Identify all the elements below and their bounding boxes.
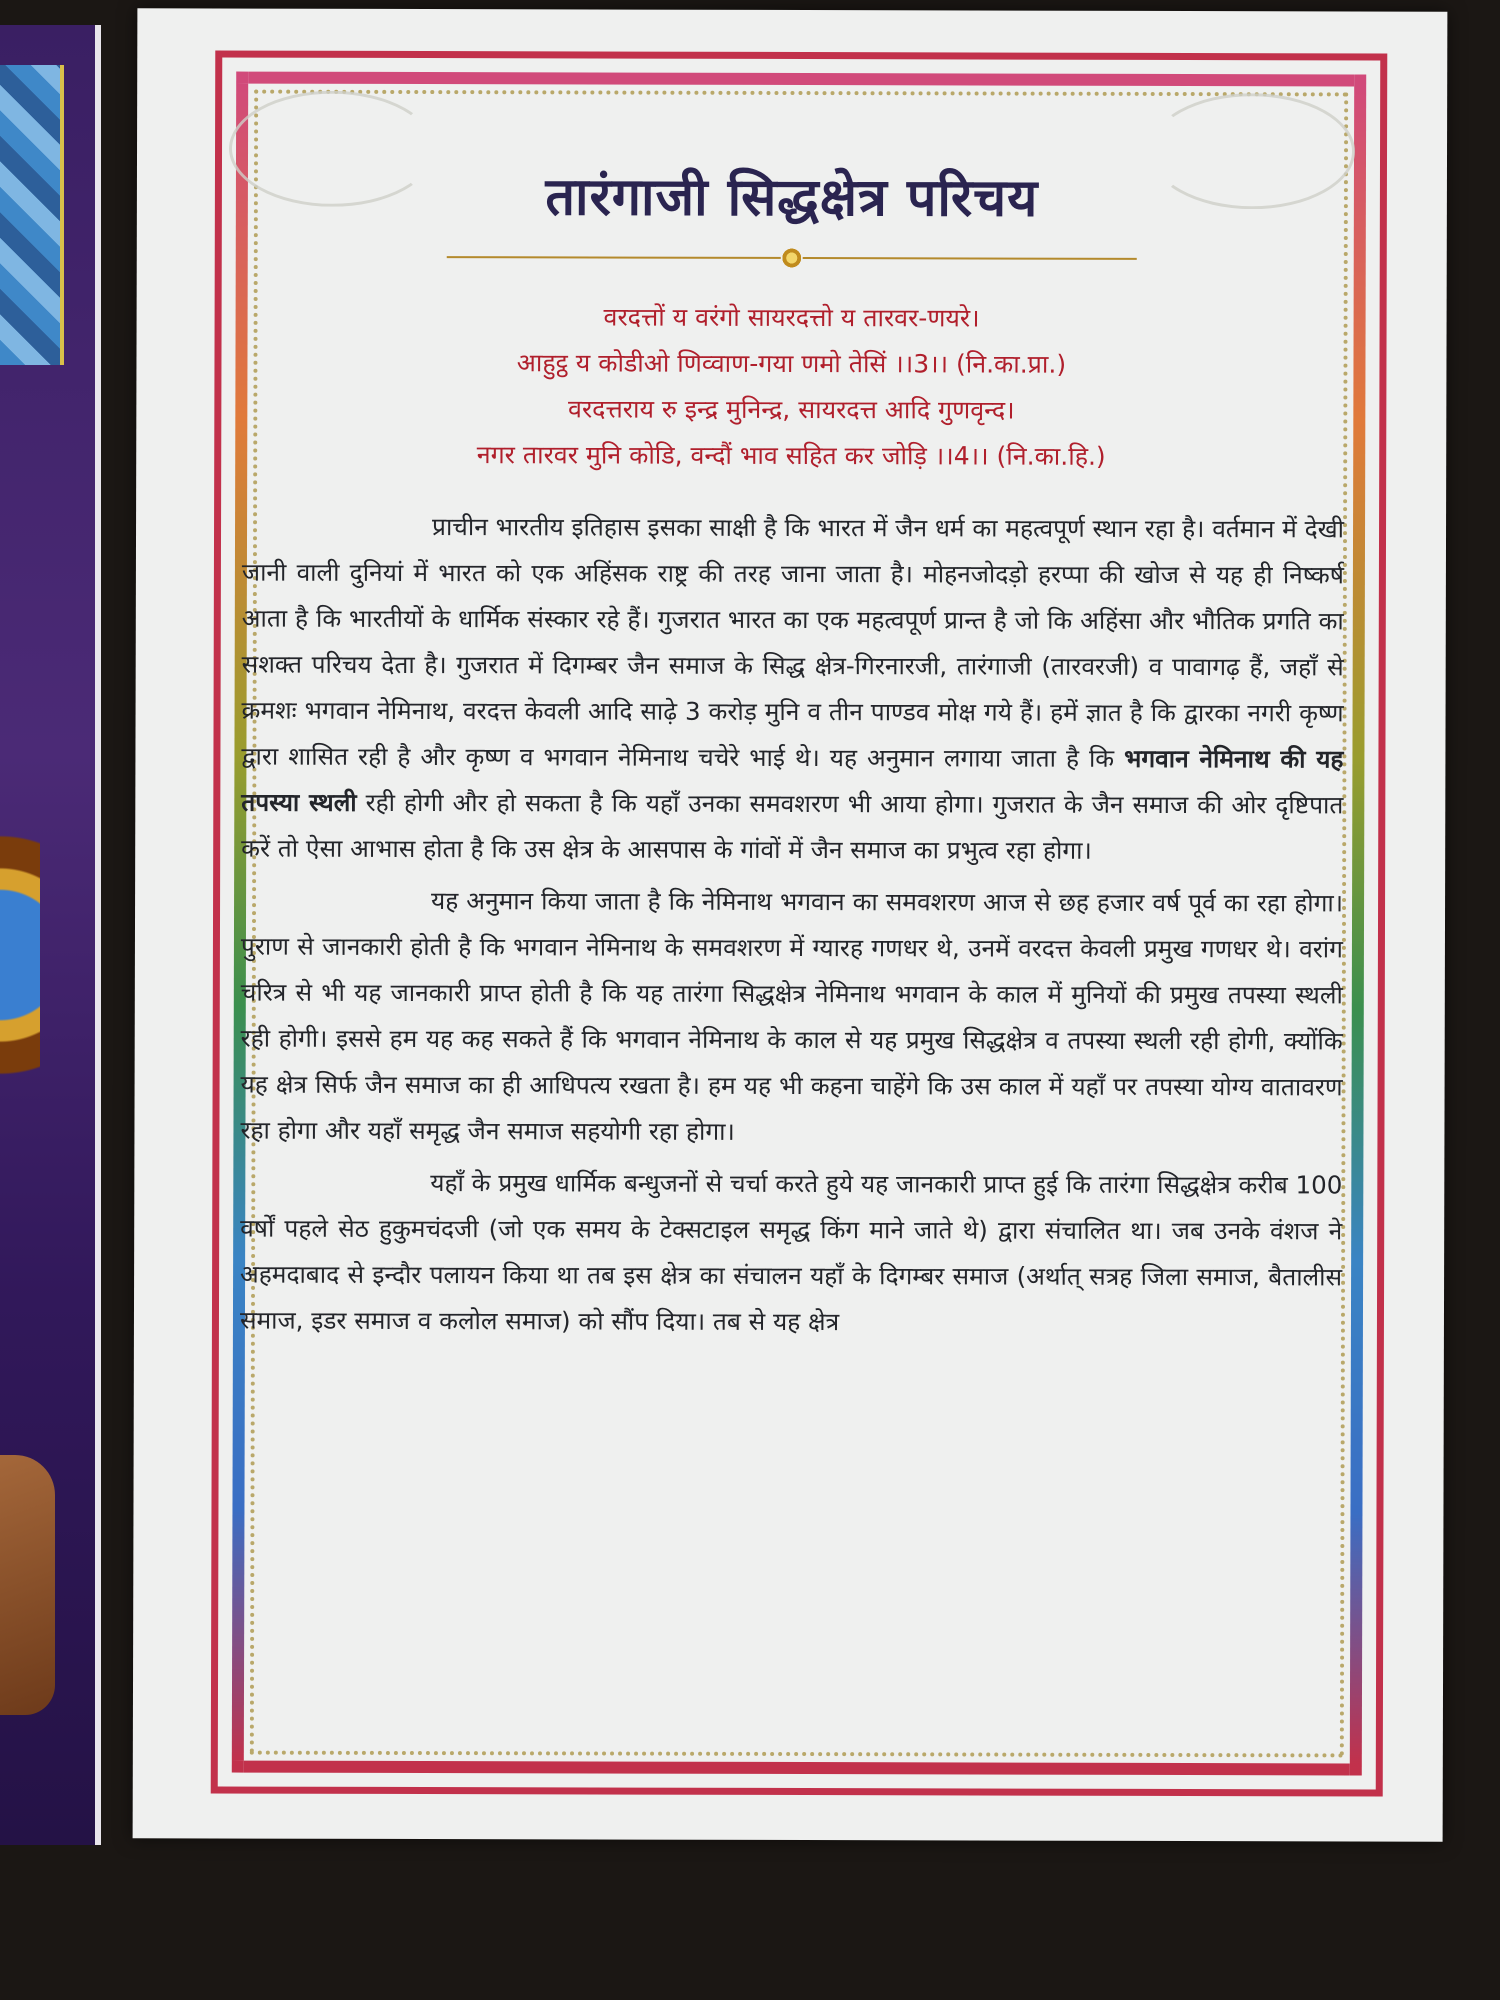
body-text bbox=[240, 504, 1344, 1347]
paragraph-1-text-a: प्राचीन भारतीय इतिहास इसका साक्षी है कि भारत में जैन धर्म का महत्वपूर्ण स्थान रहा है। वर्तमान में देखी जानी वाली दुनियां में भारत को एक अहिंसक राष्ट्र की तरह जाना जाता है। मोहनजोदड़ो हरप्पा की खोज से यह ही निष्कर्ष आता है कि भारतीयों के धार्मिक संस्कार रहे हैं। गुजरात भारत का एक महत्वपूर्ण प्रान्त है जो कि अहिंसा और भौतिक प्रगति का सशक्त परिचय देता है। गुजरात में दिगम्बर जैन समाज के सिद्ध क्षेत्र-गिरनारजी, तारंगाजी (तारवरजी) व पावागढ़ हैं, जहाँ से क्रमशः भगवान नेमिनाथ, वरदत्त केवली आदि साढ़े 3 करोड़ मुनि व तीन पाण्डव मोक्ष गये हैं। हमें ज्ञात है कि द्वारका नगरी कृष्ण द्वारा शासित रही है और कृष्ण व भगवान नेमिनाथ चचेरे भाई थे। यह अनुमान लगाया जाता है कि bbox=[241, 512, 1345, 773]
verse-block bbox=[228, 294, 1354, 481]
paragraph-1-bold-phrase: भगवान नेमिनाथ की यह तपस्या स्थली bbox=[241, 743, 1344, 817]
paragraph-1 bbox=[241, 504, 1344, 875]
paragraph-1-text-b: रही होगी और हो सकता है कि यहाँ उनका समवशरण भी आया होगा। गुजरात के जैन समाज की ओर दृष्टिपात करें तो ऐसा आभास होता है कि उस क्षेत्र के आसपास के गांवों में जैन समाज का प्रभुत्व रहा होगा। bbox=[241, 787, 1344, 865]
floral-flourish-left-icon bbox=[229, 91, 435, 208]
magazine-figure-image bbox=[0, 1455, 55, 1715]
verse-line-3: वरदत्तराय रु इन्द्र मुनिन्द्र, सायरदत्त आदि गुणवृन्द। bbox=[568, 394, 1015, 425]
paragraph-3: यहाँ के प्रमुख धार्मिक बन्धुजनों से चर्चा करते हुये यह जानकारी प्राप्त हुई कि तारंगा सिद्धक्षेत्र करीब 100 वर्षों पहले सेठ हुकुमचंदजी (जो एक समय के टेक्सटाइल समृद्ध किंग माने जाते थे) द्वारा संचालित था। जब उनके वंशज ने अहमदाबाद से इन्दौर पलायन किया था तब इस क्षेत्र का संचालन यहाँ के दिगम्बर समाज (अर्थात् सत्रह जिला समाज, बैतालीस समाज, इडर समाज व कलोल समाज) को सौंप दिया। तब से यह क्षेत्र bbox=[239, 1168, 1343, 1337]
floral-flourish-right-icon bbox=[1149, 93, 1355, 210]
verse-line-2: आहुट्ठ य कोडीओ णिव्वाण-गया णमो तेसिं ।।3।। (नि.का.प्रा.) bbox=[516, 348, 1067, 379]
title-divider bbox=[447, 248, 1137, 266]
document-content bbox=[225, 81, 1355, 1772]
paragraph-2: यह अनुमान किया जाता है कि नेमिनाथ भगवान का समवशरण आज से छह हजार वर्ष पूर्व का रहा होगा। पुराण से जानकारी होती है कि भगवान नेमिनाथ के समवशरण में ग्यारह गणधर थे, उनमें वरदत्त केवली प्रमुख गणधर थे। वरांग चरित्र से भी यह जानकारी प्राप्त होती है कि यह तारंगा सिद्धक्षेत्र नेमिनाथ भगवान के काल में मुनियों की प्रमुख तपस्या स्थली रही होगी। इससे हम यह कह सकते हैं कि भगवान नेमिनाथ के काल से यह प्रमुख सिद्धक्षेत्र व तपस्या स्थली रही होगी, क्योंकि यह क्षेत्र सिर्फ जैन समाज का ही आधिपत्य रखता है। हम यह भी कहना चाहेंगे कि उस काल में यहाँ पर तपस्या योग्य वातावरण रहा होगा और यहाँ समृद्ध जैन समाज सहयोगी रहा होगा। bbox=[240, 886, 1344, 1146]
magazine-pattern-image bbox=[0, 65, 64, 365]
magazine-ornament-image bbox=[0, 745, 40, 1165]
magazine-background bbox=[0, 25, 101, 1845]
document-sheet bbox=[133, 8, 1448, 1841]
divider-ornament-icon bbox=[781, 247, 803, 269]
page-title: तारंगाजी सिद्धक्षेत्र परिचय bbox=[545, 166, 1039, 229]
verse-line-4: नगर तारवर मुनि कोडि, वन्दौं भाव सहित कर जोड़ि ।।4।। (नि.का.हि.) bbox=[476, 440, 1106, 471]
verse-line-1: वरदत्तों य वरंगो सायरदत्तो य तारवर-णयरे। bbox=[603, 302, 980, 333]
